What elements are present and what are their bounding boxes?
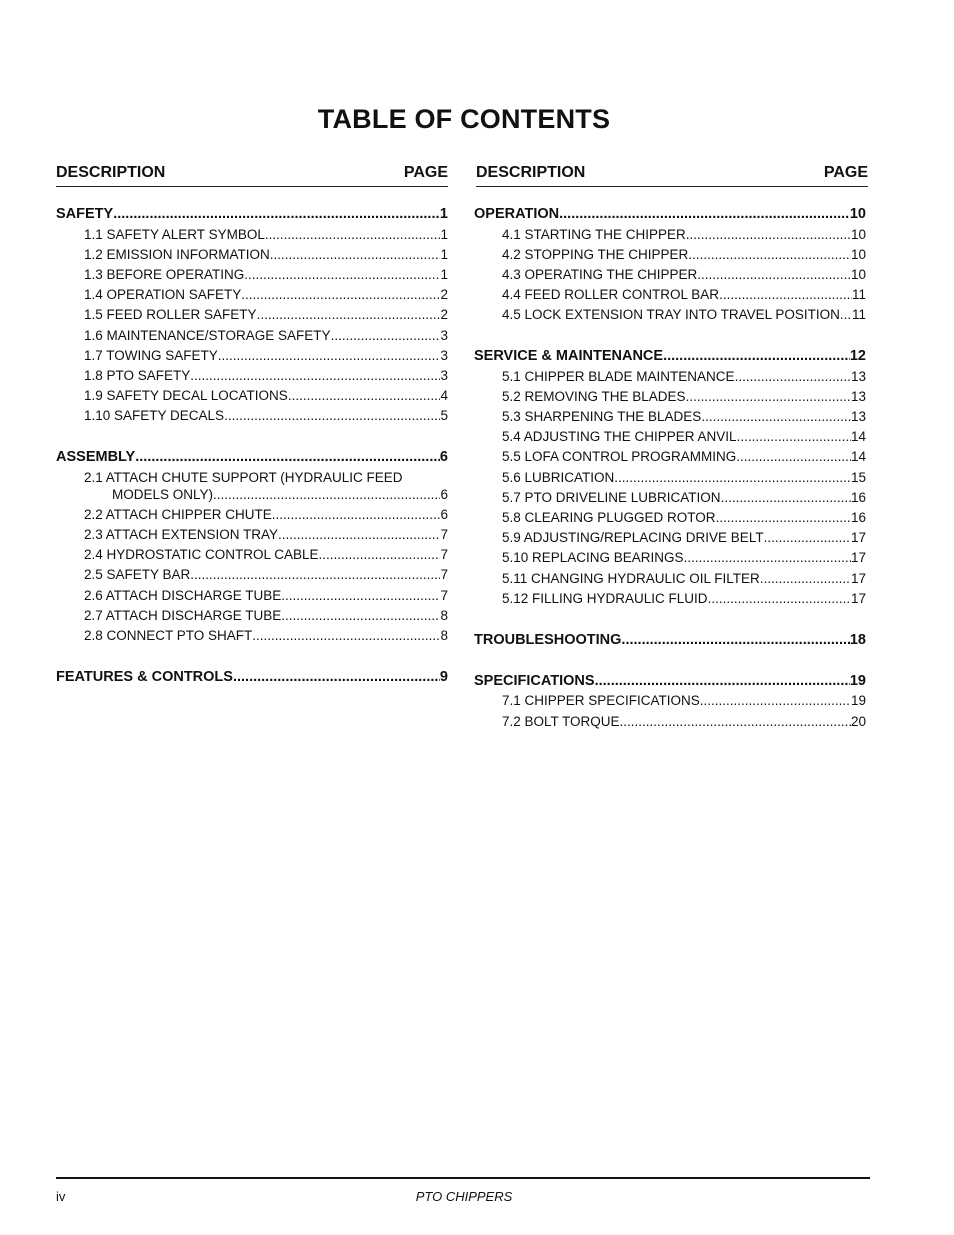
dot-leader (700, 693, 851, 708)
dot-leader (272, 507, 441, 522)
toc-entry[interactable]: 1.8 PTO SAFETY ..... 3 (56, 368, 448, 386)
dot-leader (288, 388, 441, 403)
toc-entry[interactable]: 5.8 CLEARING PLUGGED ROTOR ..... 16 (474, 510, 866, 528)
dot-leader (686, 227, 851, 242)
dot-leader (621, 632, 849, 648)
toc-entry[interactable]: 1.3 BEFORE OPERATING ..... 1 (56, 267, 448, 285)
dot-leader (270, 247, 441, 262)
left-column-header (56, 164, 448, 187)
dot-leader (135, 449, 440, 465)
toc-entry[interactable]: 5.3 SHARPENING THE BLADES ..... 13 (474, 409, 866, 427)
toc-entry[interactable]: 1.9 SAFETY DECAL LOCATIONS ..... 4 (56, 388, 448, 406)
dot-leader (281, 608, 440, 623)
toc-section-specifications[interactable]: SPECIFICATIONS ..... 19 (474, 673, 866, 691)
dot-leader (736, 449, 851, 464)
dot-leader (716, 510, 851, 525)
toc-entry[interactable]: 5.11 CHANGING HYDRAULIC OIL FILTER ..... 17 (474, 571, 866, 589)
dot-leader (708, 591, 851, 606)
footer-page-number: iv (56, 1189, 66, 1204)
dot-leader (686, 389, 851, 404)
dot-leader (319, 547, 441, 562)
toc-entry[interactable]: 5.7 PTO DRIVELINE LUBRICATION ..... 16 (474, 490, 866, 508)
dot-leader (840, 307, 852, 322)
dot-leader (224, 408, 440, 423)
toc-entry[interactable]: 2.2 ATTACH CHIPPER CHUTE ..... 6 (56, 507, 448, 525)
toc-entry[interactable]: 7.1 CHIPPER SPECIFICATIONS ..... 19 (474, 693, 866, 711)
toc-section-assembly[interactable]: ASSEMBLY ..... 6 (56, 449, 448, 467)
toc-section-operation[interactable]: OPERATION ..... 10 (474, 206, 866, 224)
toc-entry[interactable]: 4.5 LOCK EXTENSION TRAY INTO TRAVEL POSITION ..... 11 (474, 307, 866, 325)
dot-leader (265, 227, 441, 242)
dot-leader (737, 429, 851, 444)
dot-leader (721, 490, 851, 505)
dot-leader (331, 328, 441, 343)
toc-section-features[interactable]: FEATURES & CONTROLS ..... 9 (56, 669, 448, 687)
dot-leader (760, 571, 851, 586)
dot-leader (735, 369, 851, 384)
toc-entry[interactable]: 7.2 BOLT TORQUE ..... 20 (474, 714, 866, 732)
toc-entry[interactable]: 2.4 HYDROSTATIC CONTROL CABLE ..... 7 (56, 547, 448, 565)
toc-entry[interactable]: 5.2 REMOVING THE BLADES ..... 13 (474, 389, 866, 407)
toc-entry[interactable]: 5.1 CHIPPER BLADE MAINTENANCE ..... 13 (474, 369, 866, 387)
toc-entry[interactable]: 2.8 CONNECT PTO SHAFT ..... 8 (56, 628, 448, 646)
dot-leader (218, 348, 441, 363)
dot-leader (278, 527, 440, 542)
dot-leader (213, 487, 440, 502)
description-header: DESCRIPTION (476, 164, 586, 181)
dot-leader (684, 550, 851, 565)
dot-leader (257, 307, 441, 322)
dot-leader (190, 567, 440, 582)
toc-entry[interactable]: 5.4 ADJUSTING THE CHIPPER ANVIL ..... 14 (474, 429, 866, 447)
page-header: PAGE (823, 164, 868, 181)
toc-entry[interactable]: 4.1 STARTING THE CHIPPER ..... 10 (474, 227, 866, 245)
dot-leader (701, 409, 851, 424)
toc-entry[interactable]: 5.6 LUBRICATION ..... 15 (474, 470, 866, 488)
toc-entry[interactable]: 2.5 SAFETY BAR ..... 7 (56, 567, 448, 585)
toc-entry[interactable]: 5.9 ADJUSTING/REPLACING DRIVE BELT ..... 17 (474, 530, 866, 548)
toc-section-service[interactable]: SERVICE & MAINTENANCE ..... 12 (474, 348, 866, 366)
toc-entry[interactable]: 1.5 FEED ROLLER SAFETY ..... 2 (56, 307, 448, 325)
toc-entry[interactable]: 4.2 STOPPING THE CHIPPER ..... 10 (474, 247, 866, 265)
page-title: TABLE OF CONTENTS (317, 104, 611, 134)
dot-leader (764, 530, 851, 545)
dot-leader (244, 267, 440, 282)
toc-entry[interactable]: 4.3 OPERATING THE CHIPPER ..... 10 (474, 267, 866, 285)
dot-leader (233, 669, 440, 685)
toc-entry[interactable]: 1.1 SAFETY ALERT SYMBOL ..... 1 (56, 227, 448, 245)
toc-entry[interactable]: 5.5 LOFA CONTROL PROGRAMMING ..... 14 (474, 449, 866, 467)
toc-section-troubleshooting[interactable]: TROUBLESHOOTING ..... 18 (474, 632, 866, 650)
toc-entry[interactable]: 4.4 FEED ROLLER CONTROL BAR ..... 11 (474, 287, 866, 305)
dot-leader (281, 588, 440, 603)
dot-leader (614, 470, 851, 485)
toc-entry[interactable]: 1.10 SAFETY DECALS ..... 5 (56, 408, 448, 426)
dot-leader (697, 267, 851, 282)
toc-section-safety[interactable]: SAFETY ..... 1 (56, 206, 448, 224)
page-header: PAGE (403, 164, 448, 181)
dot-leader (252, 628, 440, 643)
toc-entry[interactable]: 5.12 FILLING HYDRAULIC FLUID ..... 17 (474, 591, 866, 609)
dot-leader (620, 714, 851, 729)
right-column-header (476, 164, 868, 187)
dot-leader (688, 247, 851, 262)
toc-entry[interactable]: 1.7 TOWING SAFETY ..... 3 (56, 348, 448, 366)
toc-entry[interactable]: 5.10 REPLACING BEARINGS ..... 17 (474, 550, 866, 568)
toc-entry[interactable]: 2.6 ATTACH DISCHARGE TUBE ..... 7 (56, 588, 448, 606)
toc-entry[interactable]: 1.4 OPERATION SAFETY ..... 2 (56, 287, 448, 305)
dot-leader (663, 348, 850, 364)
toc-entry-line1[interactable]: 2.1 ATTACH CHUTE SUPPORT (HYDRAULIC FEED (84, 470, 403, 485)
footer-title: PTO CHIPPERS (415, 1189, 513, 1204)
toc-entry-line2[interactable]: MODELS ONLY) ..... 6 (112, 487, 448, 505)
toc-entry[interactable]: 1.6 MAINTENANCE/STORAGE SAFETY ..... 3 (56, 328, 448, 346)
dot-leader (241, 287, 440, 302)
dot-leader (559, 206, 850, 222)
toc-entry[interactable]: 1.2 EMISSION INFORMATION ..... 1 (56, 247, 448, 265)
dot-leader (719, 287, 852, 302)
dot-leader (190, 368, 440, 383)
dot-leader (113, 206, 440, 222)
toc-entry[interactable]: 2.3 ATTACH EXTENSION TRAY ..... 7 (56, 527, 448, 545)
toc-entry[interactable]: 2.7 ATTACH DISCHARGE TUBE ..... 8 (56, 608, 448, 626)
dot-leader (595, 673, 850, 689)
footer-divider (56, 1177, 870, 1179)
description-header: DESCRIPTION (56, 164, 166, 181)
